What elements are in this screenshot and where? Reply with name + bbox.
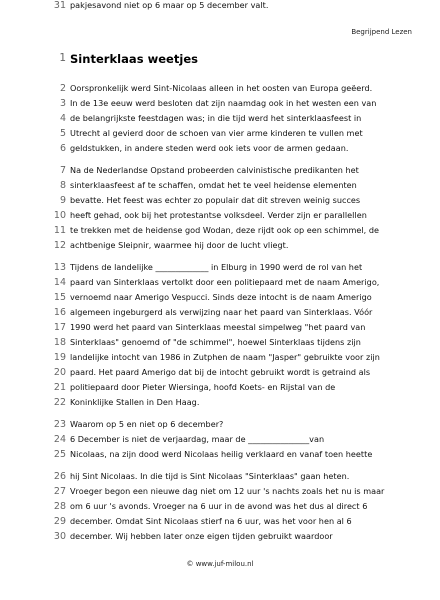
text-line <box>0 434 440 447</box>
text-line <box>0 337 440 350</box>
line-number: 26 <box>53 471 66 482</box>
text-line <box>0 0 440 13</box>
line-text: december. Omdat Sint Nicolaas stierf na 6 uur, was het voor hen al 6 <box>70 516 352 526</box>
line-text: achtbenige Sleipnir, waarmee hij door de lucht vliegt. <box>70 240 289 250</box>
title-line <box>0 52 440 65</box>
line-number: 5 <box>59 128 66 139</box>
text-line <box>0 195 440 208</box>
line-text: heeft gehad, ook bij het protestantse volksdeel. Verder zijn er parallellen <box>70 210 367 220</box>
line-number: 7 <box>59 165 66 176</box>
line-text: paard van Sinterklaas vertolkt door een politiepaard met de naam Amerigo, <box>70 277 380 287</box>
line-number: 11 <box>53 225 66 236</box>
text-line <box>0 419 440 432</box>
line-text: sinterklaasfeest af te schaffen, omdat het te veel heidense elementen <box>70 180 357 190</box>
line-number: 21 <box>53 382 66 393</box>
text-line <box>0 382 440 395</box>
line-text: december. Wij hebben later onze eigen tijden gebruikt waardoor <box>70 531 333 541</box>
text-line <box>0 180 440 193</box>
line-number: 30 <box>53 531 66 542</box>
line-text: pakjesavond niet op 6 maar op 5 december valt. <box>70 0 269 10</box>
line-number: 23 <box>53 419 66 430</box>
text-line <box>0 113 440 126</box>
text-line <box>0 471 440 484</box>
line-text: Utrecht al gevierd door de schoen van vier arme kinderen te vullen met <box>70 128 363 138</box>
page-footer: © www.juf-milou.nl <box>186 560 254 568</box>
line-text: Koninklijke Stallen in Den Haag. <box>70 397 200 407</box>
text-line <box>0 98 440 111</box>
text-line <box>0 501 440 514</box>
line-number: 6 <box>59 143 66 154</box>
line-number: 28 <box>53 501 66 512</box>
text-line <box>0 210 440 223</box>
line-text: hij Sint Nicolaas. In die tijd is Sint Nicolaas "Sinterklaas" gaan heten. <box>70 471 350 481</box>
text-line <box>0 516 440 529</box>
line-number: 24 <box>53 434 66 445</box>
text-line <box>0 240 440 253</box>
text-line <box>0 307 440 320</box>
line-text: vernoemd naar Amerigo Vespucci. Sinds deze intocht is de naam Amerigo <box>70 292 372 302</box>
line-number: 12 <box>53 240 66 251</box>
line-text: 1990 werd het paard van Sinterklaas meestal simpelweg "het paard van <box>70 322 366 332</box>
line-number: 25 <box>53 449 66 460</box>
line-text: politiepaard door Pieter Wiersinga, hoofd Koets- en Rijstal van de <box>70 382 336 392</box>
line-text: Tijdens de landelijke _____________ in Elburg in 1990 werd de rol van het <box>70 262 363 272</box>
line-number: 2 <box>59 83 66 94</box>
text-line <box>0 486 440 499</box>
line-number: 10 <box>53 210 66 221</box>
line-text: Na de Nederlandse Opstand probeerden calvinistische predikanten het <box>70 165 359 175</box>
text-line <box>0 128 440 141</box>
text-line <box>0 225 440 238</box>
line-number: 17 <box>53 322 66 333</box>
line-text: 6 December is niet de verjaardag, maar de _______________van <box>70 434 325 444</box>
line-number: 13 <box>53 262 66 273</box>
line-number: 22 <box>53 397 66 408</box>
text-line <box>0 165 440 178</box>
text-line <box>0 292 440 305</box>
line-number: 29 <box>53 516 66 527</box>
text-line <box>0 83 440 96</box>
text-line <box>0 367 440 380</box>
line-number: 3 <box>59 98 66 109</box>
line-number: 19 <box>53 352 66 363</box>
line-text: Oorspronkelijk werd Sint-Nicolaas alleen in het oosten van Europa geëerd. <box>70 83 373 93</box>
line-text: landelijke intocht van 1986 in Zutphen de naam "Jasper" gebruikte voor zijn <box>70 352 380 362</box>
line-text: paard. Het paard Amerigo dat bij de intocht gebruikt wordt is getraind als <box>70 367 371 377</box>
line-number: 1 <box>59 52 66 64</box>
line-text: Vroeger begon een nieuwe dag niet om 12 uur 's nachts zoals het nu is maar <box>70 486 385 496</box>
text-line <box>0 449 440 462</box>
line-number: 14 <box>53 277 66 288</box>
text-line <box>0 277 440 290</box>
line-number: 4 <box>59 113 66 124</box>
text-line <box>0 143 440 156</box>
line-text: de belangrijkste feestdagen was; in die tijd werd het sinterklaasfeest in <box>70 113 362 123</box>
line-number: 15 <box>53 292 66 303</box>
line-number: 20 <box>53 367 66 378</box>
text-line <box>0 397 440 410</box>
line-text: te trekken met de heidense god Wodan, deze rijdt ook op een schimmel, de <box>70 225 379 235</box>
line-text: Nicolaas, na zijn dood werd Nicolaas heilig verklaard en vanaf toen heette <box>70 449 373 459</box>
line-number: 18 <box>53 337 66 348</box>
page-title: Sinterklaas weetjes <box>70 52 199 66</box>
line-text: om 6 uur 's avonds. Vroeger na 6 uur in de avond was het dus al direct 6 <box>70 501 368 511</box>
line-text: algemeen ingeburgerd als verwijzing naar het paard van Sinterklaas. Vóór <box>70 307 373 317</box>
text-line <box>0 531 440 544</box>
line-text: geldstukken, in andere steden werd ook iets voor de armen gedaan. <box>70 143 349 153</box>
page-header: Begrijpend Lezen <box>351 28 412 36</box>
line-number: 16 <box>53 307 66 318</box>
text-line <box>0 352 440 365</box>
line-number: 8 <box>59 180 66 191</box>
line-text: bevatte. Het feest was echter zo populair dat dit streven weinig succes <box>70 195 361 205</box>
line-text: Sinterklaas" genoemd of "de schimmel", hoewel Sinterklaas tijdens zijn <box>70 337 361 347</box>
line-number: 31 <box>53 0 66 11</box>
line-number: 27 <box>53 486 66 497</box>
text-line <box>0 322 440 335</box>
line-number: 9 <box>59 195 66 206</box>
line-text: Waarom op 5 en niet op 6 december? <box>70 419 224 429</box>
line-text: In de 13e eeuw werd besloten dat zijn naamdag ook in het westen een van <box>70 98 377 108</box>
text-line <box>0 262 440 275</box>
